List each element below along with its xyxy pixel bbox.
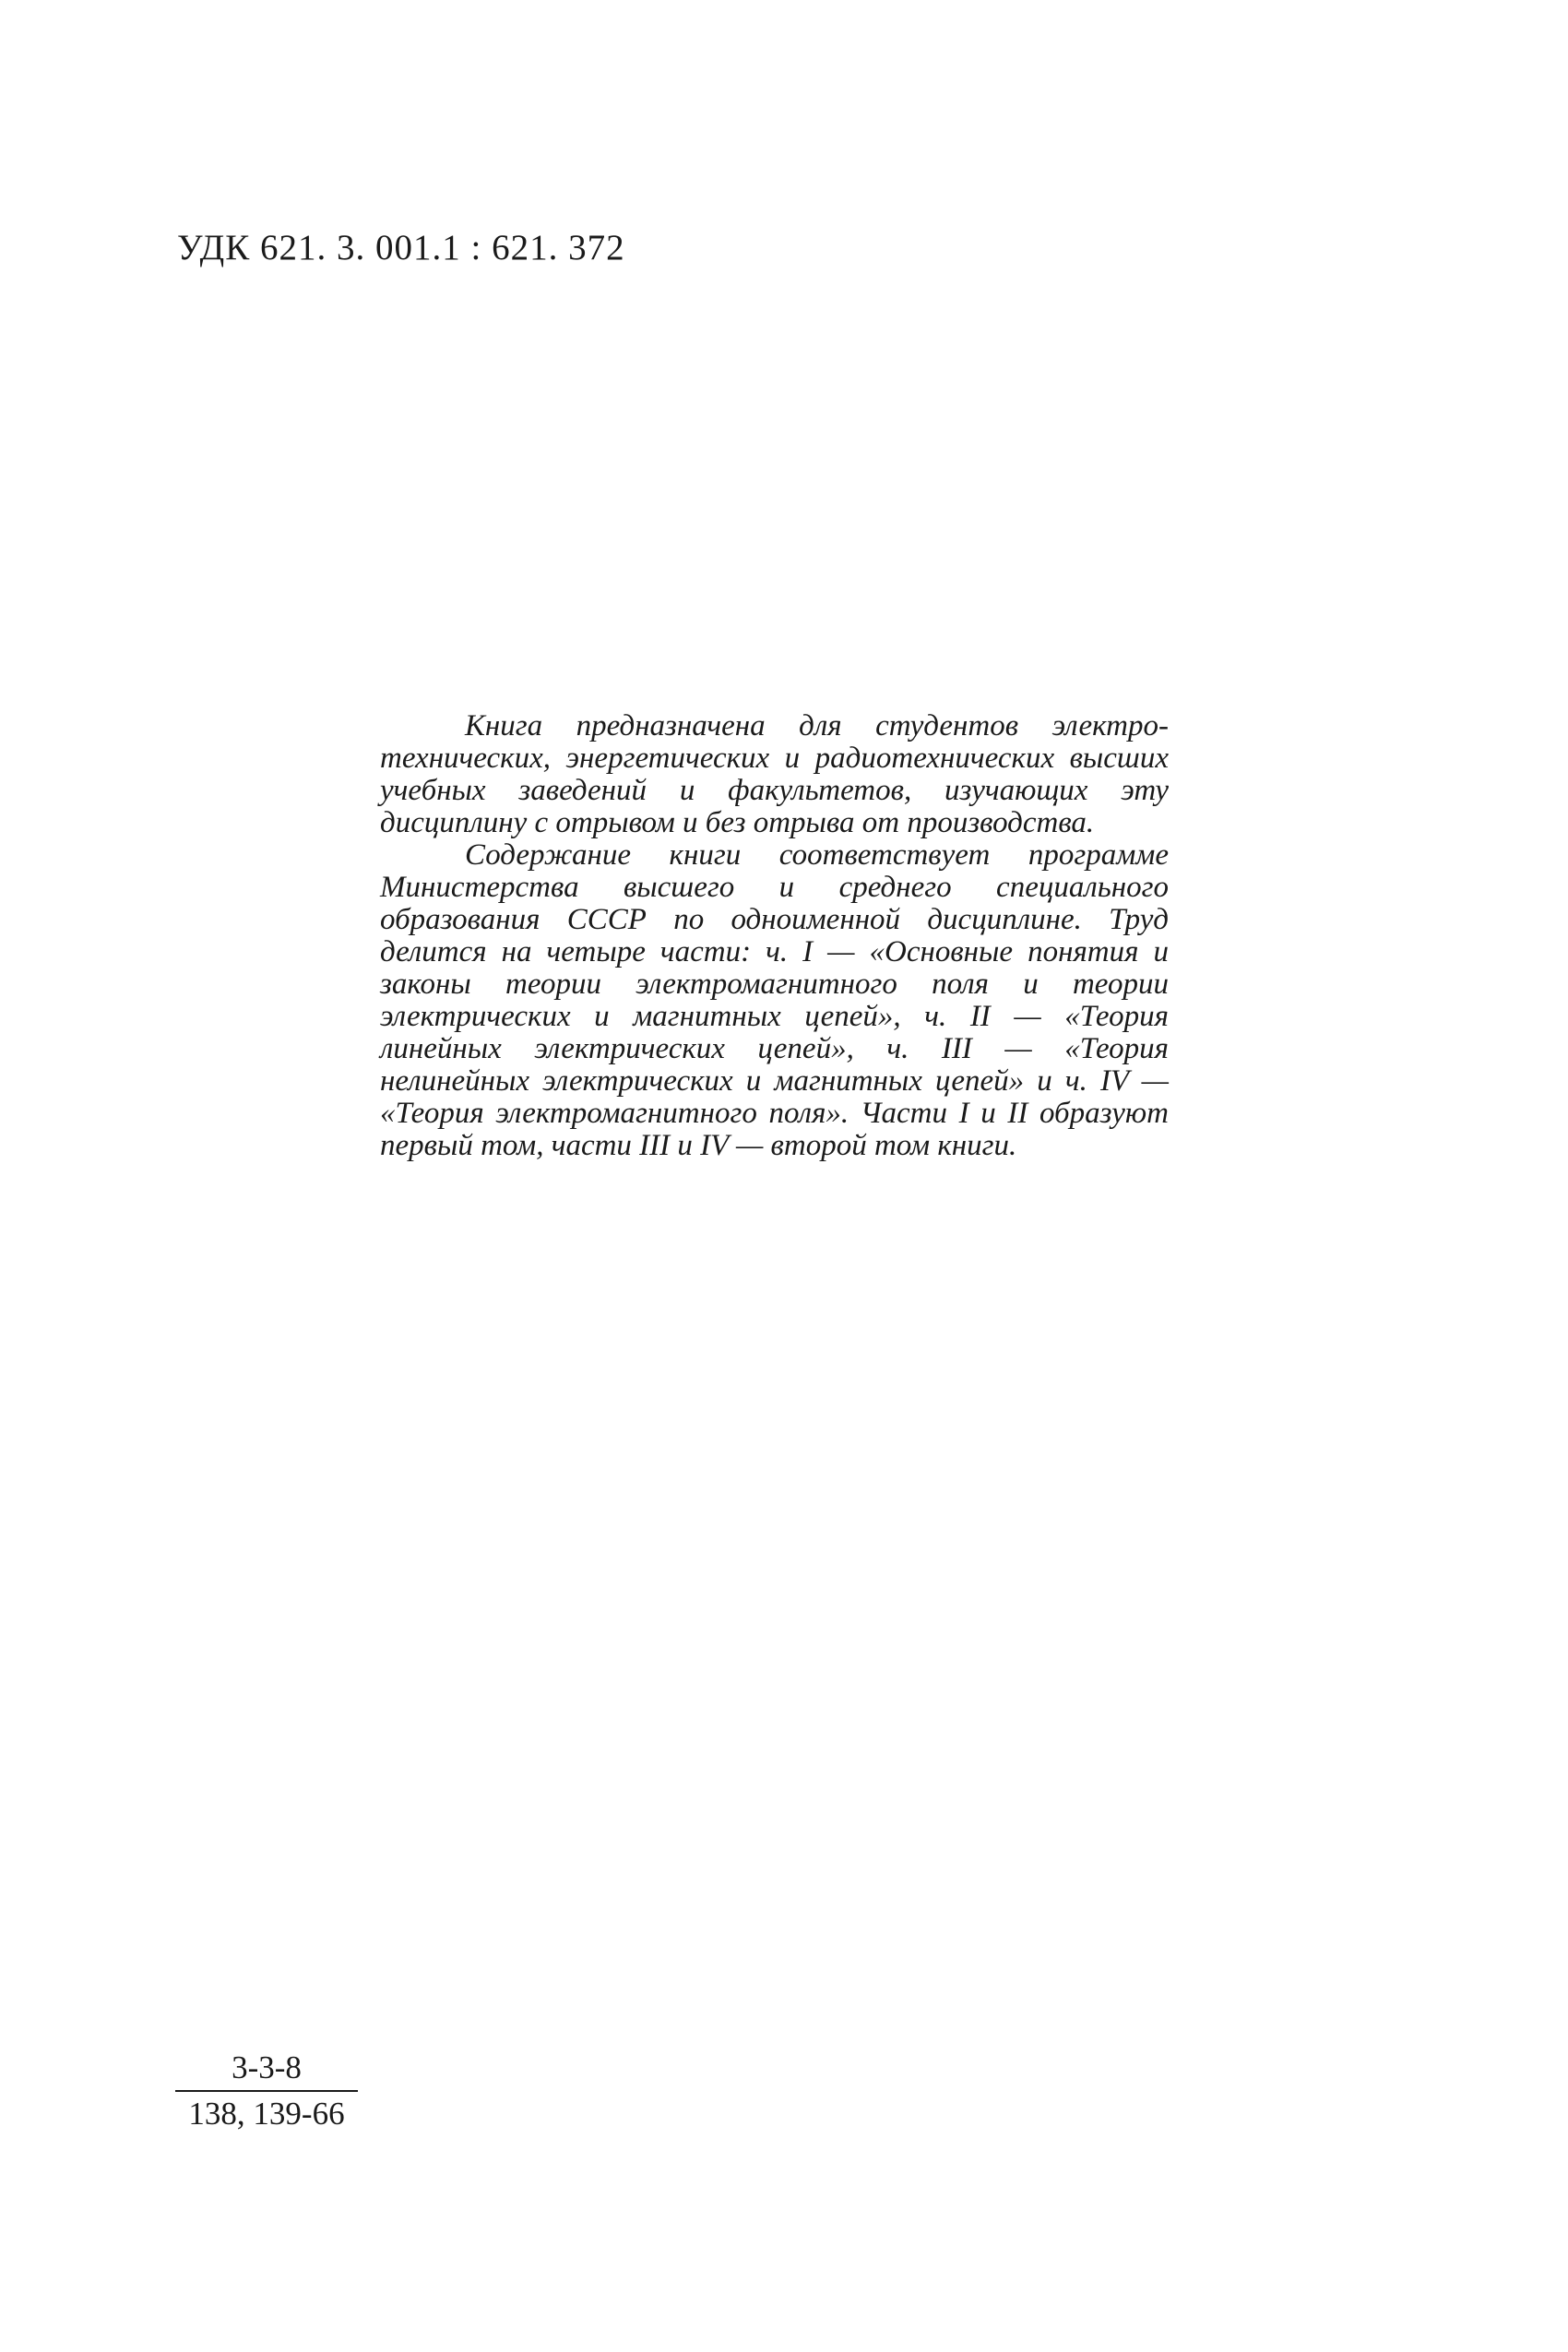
annotation-paragraph-contents: Содержание книги соответствует программе Министерства высшего и среднего специального образования СССР по одноименной дисциплине. Труд делится на четыре части: ч. I — «Основные понятия и законы теории электромагнитного поля и теории электрических и магнитных цепей», ч. II — «Теория линейных электрических цепей», ч. III — «Теория нелинейных электрических и магнитных цепей» и ч. IV — «Теория электромагнитного поля». Части I и II образуют первый том, части III и IV — второй том книги. — [380, 838, 1169, 1162]
annotation-paragraph-audience: Книга предназначена для студентов электротехнических, энергетических и радиотехнических высших учебных заведений и факультетов, изучающих эту дисциплину с отрывом и без отрыва от производства. — [380, 709, 1169, 839]
book-annotation — [380, 710, 1169, 1162]
publication-code — [175, 2049, 358, 2132]
publication-code-denominator: 138, 139-66 — [188, 2096, 345, 2132]
udk-classification: УДК 621. 3. 001.1 : 621. 372 — [177, 228, 625, 267]
publication-code-numerator: 3-3-8 — [175, 2049, 358, 2092]
